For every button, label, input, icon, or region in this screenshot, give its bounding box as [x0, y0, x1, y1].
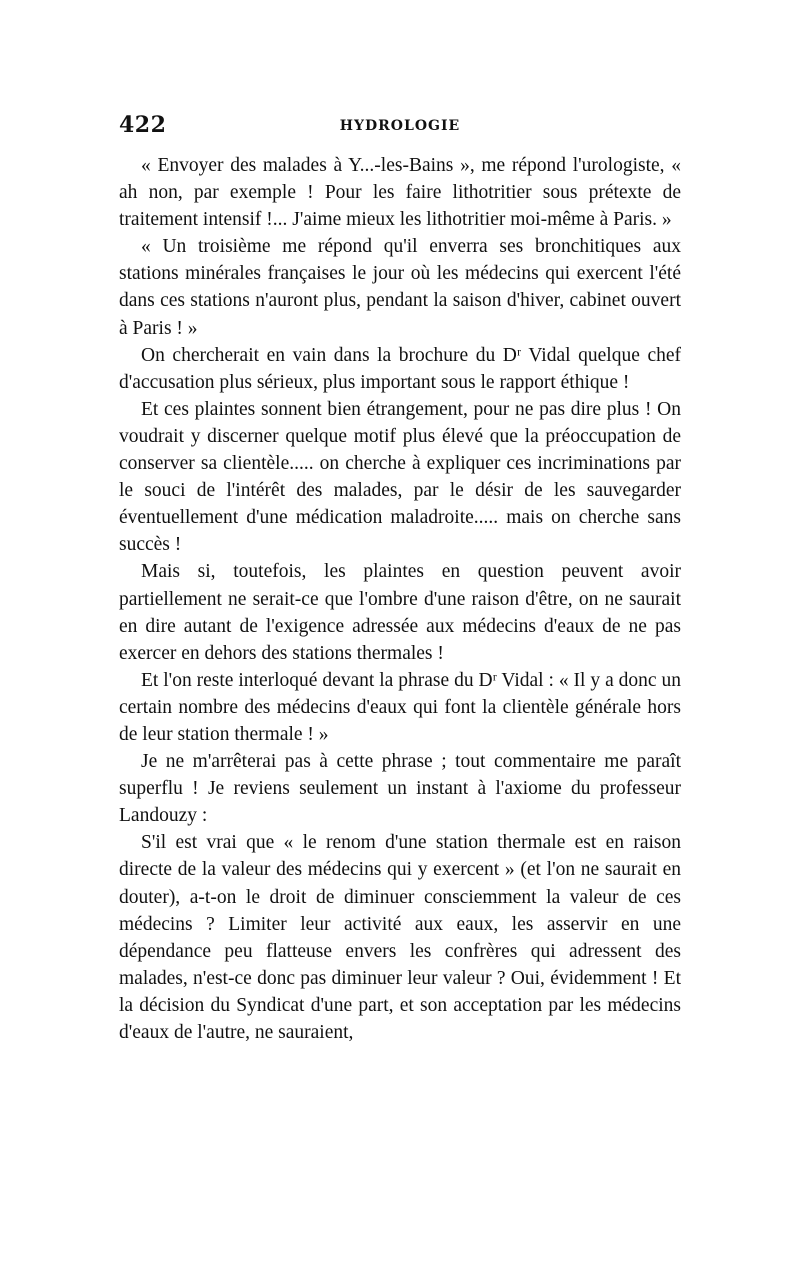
- body-text: [119, 152, 681, 1046]
- paragraph-6: Et l'on reste interloqué devant la phrase du Dʳ Vidal : « Il y a donc un certain nombre des médecins d'eaux qui font la clientèle générale hors de leur station thermale ! »: [119, 669, 681, 745]
- paragraph-5: Mais si, toutefois, les plaintes en question peuvent avoir partiellement ne serait-ce que l'ombre d'une raison d'être, on ne saurait en dire autant de l'exigence adressée aux médecins d'eaux de ne pas exercer en dehors des stations thermales !: [119, 561, 681, 664]
- paragraph-7: Je ne m'arrêterai pas à cette phrase ; tout commentaire me paraît superflu ! Je reviens seulement un instant à l'axiome du professeur Landouzy :: [119, 751, 681, 827]
- paragraph-4: Et ces plaintes sonnent bien étrangement, pour ne pas dire plus ! On voudrait y discerner quelque motif plus élevé que la préoccupation de conserver sa clientèle..... on cherche à expliquer ces incriminations par le souci de l'intérêt des malades, par le désir de les sauvegarder éventuellement d'une médication maladroite..... mais on cherche sans succès !: [119, 398, 681, 556]
- paragraph-2: « Un troisième me répond qu'il enverra ses bronchitiques aux stations minérales françaises le jour où les médecins qui exercent l'été dans ces stations n'auront plus, pendant la saison d'hiver, cabinet ouvert à Paris ! »: [119, 236, 681, 339]
- page-header: [119, 112, 681, 142]
- paragraph-1: « Envoyer des malades à Y...-les-Bains », me répond l'urologiste, « ah non, par exemple ! Pour les faire lithotritier sous prétexte de traitement intensif !... J'aime mieux les lithotritier moi-même à Paris. »: [119, 155, 681, 231]
- running-title: HYDROLOGIE: [339, 118, 461, 134]
- paragraph-3: On chercherait en vain dans la brochure du Dʳ Vidal quelque chef d'accusation plus sérieux, plus important sous le rapport éthique !: [119, 344, 681, 393]
- paragraph-8: S'il est vrai que « le renom d'une station thermale est en raison directe de la valeur des médecins qui y exercent » (et l'on ne saurait en douter), a-t-on le droit de diminuer consciemment la valeur de ces médecins ? Limiter leur activité aux eaux, les asservir en une dépendance peu flatteuse envers les confrères qui adressent des malades, n'est-ce donc pas diminuer leur valeur ? Oui, évidemment ! Et la décision du Syndicat d'une part, et son acceptation par les médecins d'eaux de l'autre, ne sauraient,: [119, 832, 681, 1043]
- page-number: 422: [119, 112, 167, 138]
